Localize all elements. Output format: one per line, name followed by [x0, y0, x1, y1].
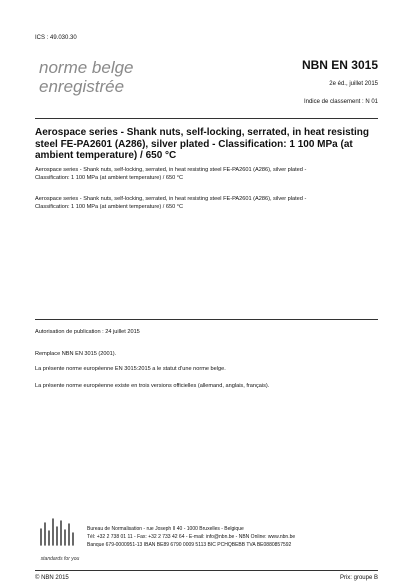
title-version-2	[35, 195, 375, 211]
title-version-1-line2: Classification: 1 100 MPa (at ambient temperature) / 650 °C	[35, 175, 184, 181]
bottom-divider	[35, 570, 378, 571]
nbn-logo	[35, 515, 81, 555]
footer-bank: Banque 679-0000951-13 IBAN BE89 6790 0009 5113 BIC PCHQBEBB TVA BE0880857592	[87, 542, 292, 548]
status-note: La présente norme européenne EN 3015:2015 a le statut d'une norme belge.	[35, 366, 226, 372]
classification-index: Indice de classement : N 01	[303, 99, 378, 105]
top-divider	[35, 118, 378, 119]
versions-note: La présente norme européenne existe en trois versions officielles (allemand, anglais, français).	[35, 383, 270, 389]
document-title: Aerospace series - Shank nuts, self-locking, serrated, in heat resisting steel FE-PA2601 (A286), silver plated - Classification: 1 100 MPa (at ambient temperature) / 650 °C	[35, 127, 370, 161]
norme-label-line2: enregistrée	[39, 77, 125, 96]
copyright: © NBN 2015	[35, 575, 69, 581]
norme-label	[39, 58, 134, 96]
norme-label-line1: norme belge	[39, 58, 134, 77]
title-version-1	[35, 166, 375, 182]
title-version-2-line2: Classification: 1 100 MPa (at ambient temperature) / 650 °C	[35, 204, 184, 210]
title-version-1-line1: Aerospace series - Shank nuts, self-locking, serrated, in heat resisting steel FE-PA2601 (A286), silver plated -	[35, 167, 307, 173]
middle-divider	[35, 319, 378, 320]
title-version-2-line1: Aerospace series - Shank nuts, self-locking, serrated, in heat resisting steel FE-PA2601 (A286), silver plated -	[35, 196, 307, 202]
nbn-logo-graphic	[35, 515, 81, 555]
standard-code: NBN EN 3015	[301, 58, 378, 72]
replaces-note: Remplace NBN EN 3015 (2001).	[35, 351, 117, 357]
footer-address: Bureau de Normalisation - rue Joseph II 40 - 1000 Bruxelles - Belgique	[87, 526, 244, 532]
logo-caption: standards for you	[40, 556, 80, 562]
ics-code: ICS : 49.030.30	[35, 35, 77, 41]
publication-authorization: Autorisation de publication : 24 juillet 2015	[35, 329, 140, 335]
edition-date: 2e éd., juillet 2015	[329, 81, 378, 87]
footer-contact: Tél: +32 2 738 01 11 - Fax: +32 2 733 42 64 - E-mail: info@nbn.be - NBN Online: www.nbn.be	[87, 534, 296, 540]
price-group: Prix: groupe B	[339, 575, 378, 581]
